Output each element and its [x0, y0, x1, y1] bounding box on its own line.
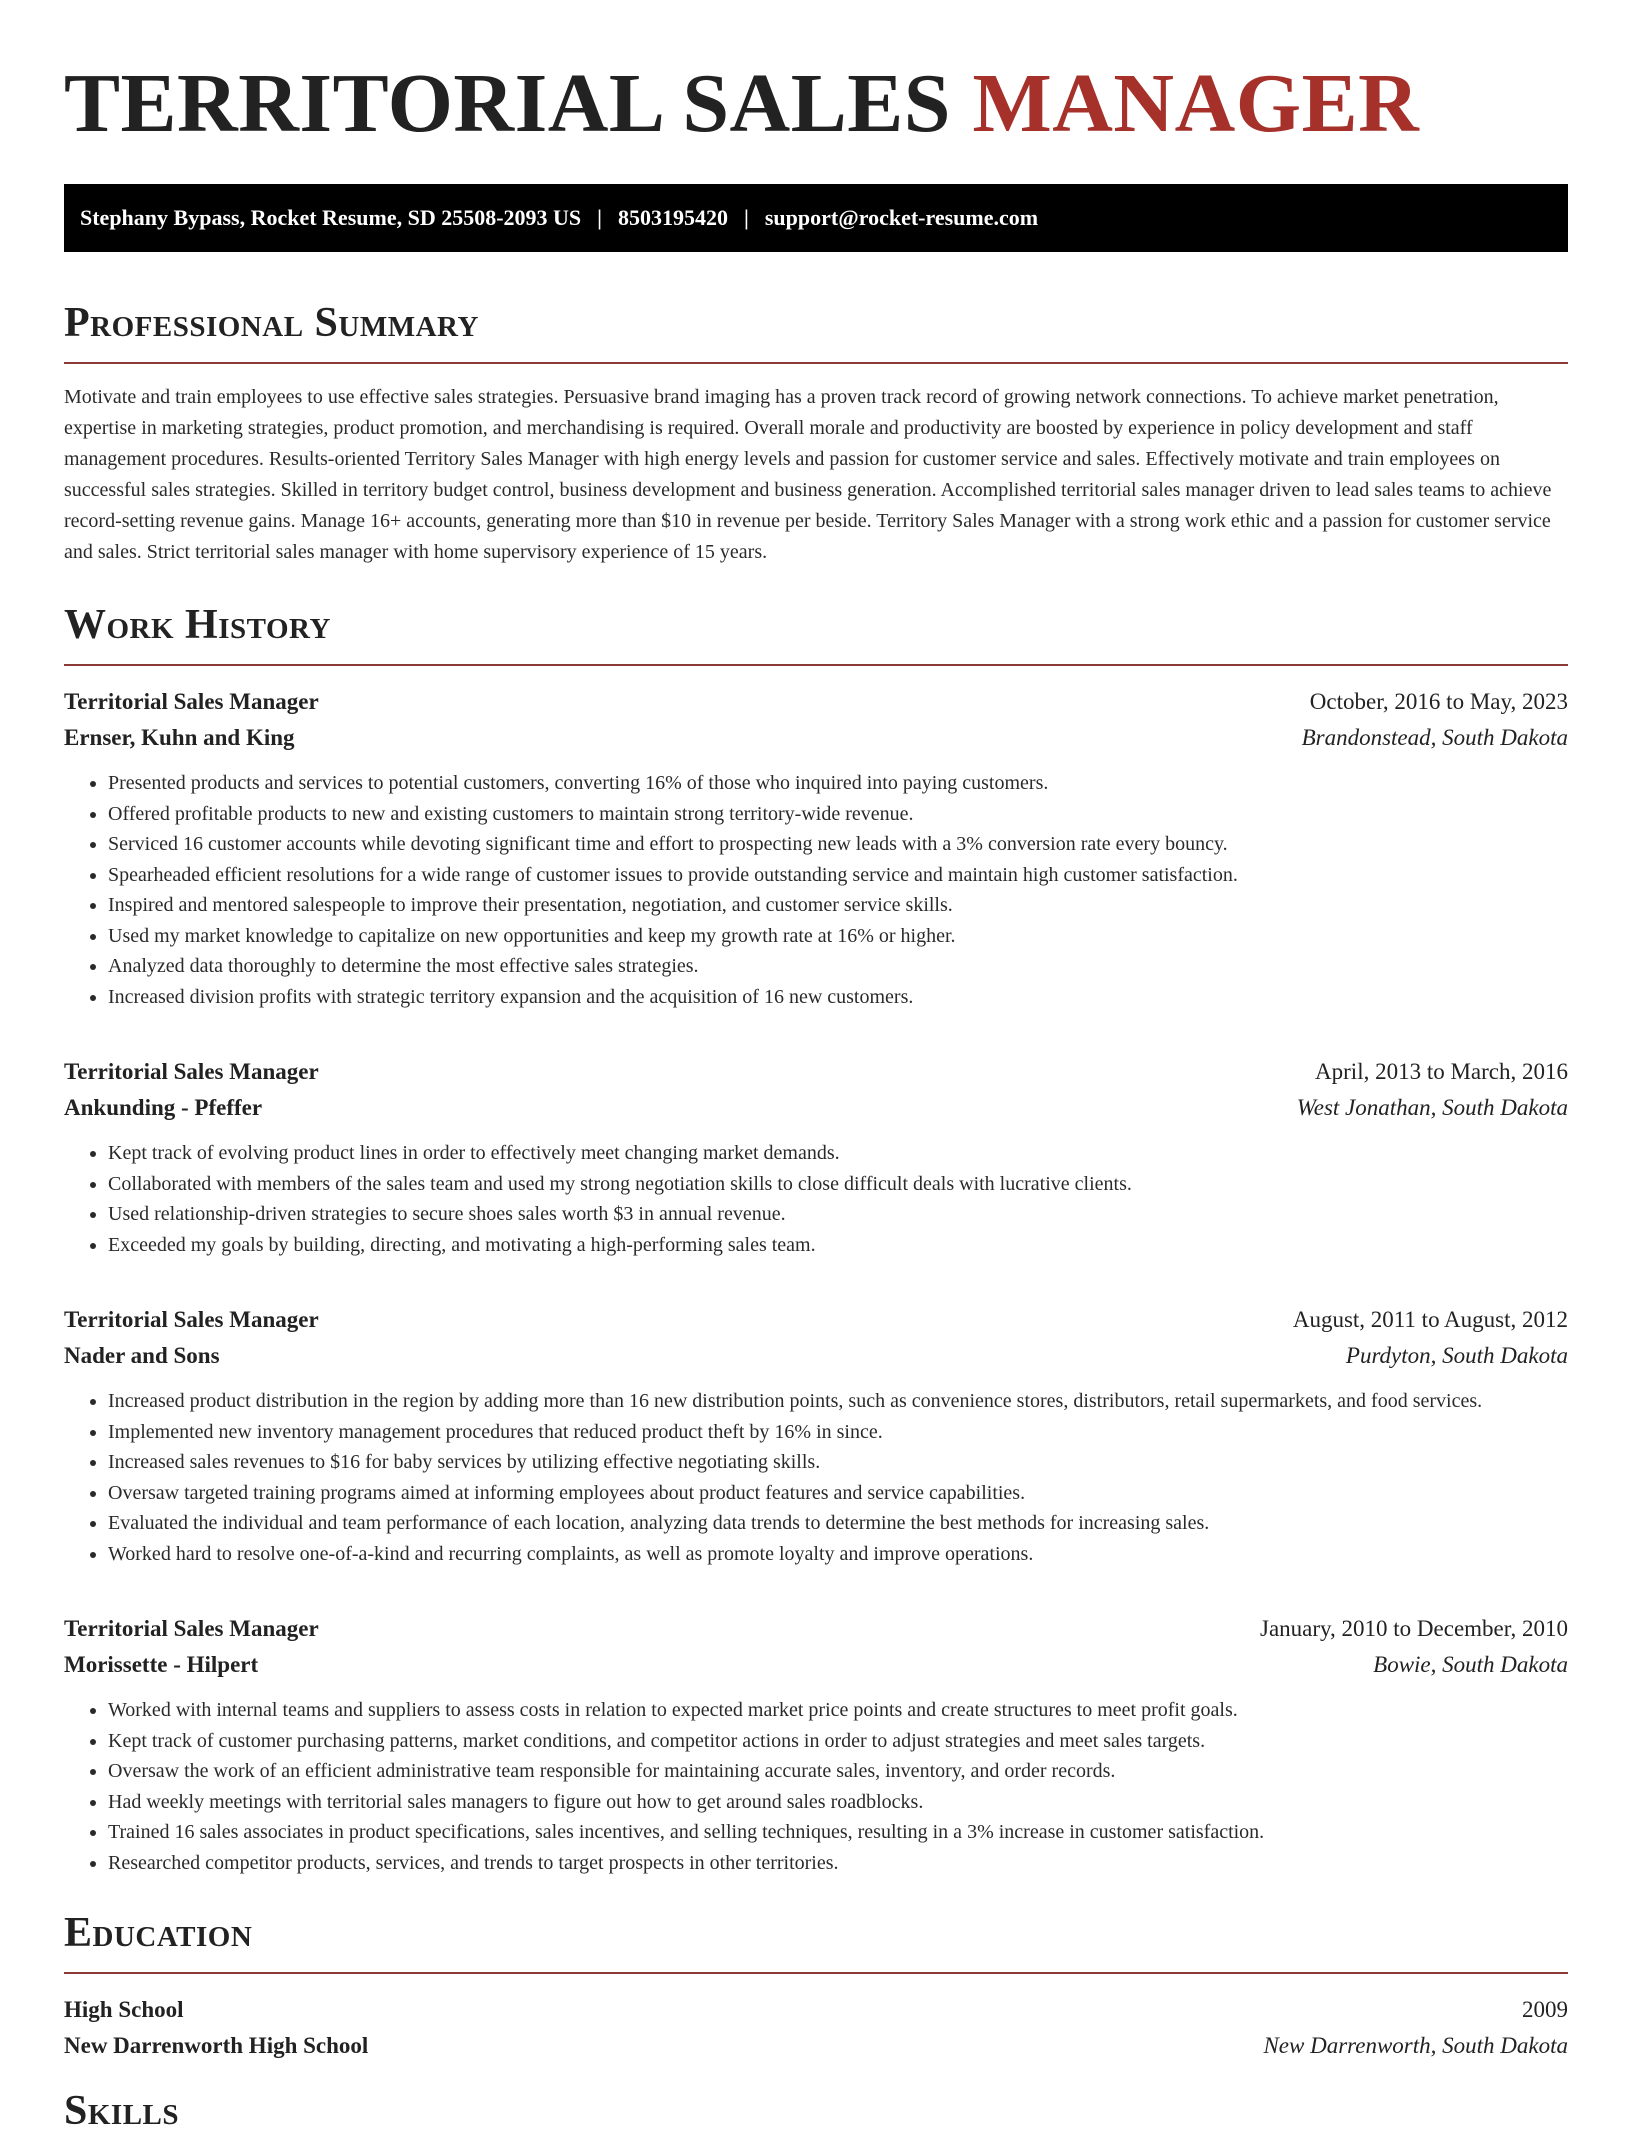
job-employer-row	[64, 720, 1568, 756]
education-school-row	[64, 2028, 1568, 2064]
contact-separator: |	[597, 205, 603, 230]
job-employer: Morissette - Hilpert	[64, 1652, 259, 1677]
job-title: Territorial Sales Manager	[64, 1307, 319, 1332]
summary-text: Motivate and train employees to use effective sales strategies. Persuasive brand imaging has a proven track record of growing network connections. To achieve market penetration, expertise in marketing strategies, product promotion, and merchandising is required. Overall morale and productivity are boosted by experience in policy development and staff management procedures. Results-oriented Territory Sales Manager with high energy levels and passion for customer service and sales. Effectively motivate and train employees on successful sales strategies. Skilled in territory budget control, business development and business generation. Accomplished territorial sales manager driven to lead sales teams to achieve record-setting revenue gains. Manage 16+ accounts, generating more than $10 in revenue per beside. Territory Sales Manager with a strong work ethic and a passion for customer service and sales. Strict territorial sales manager with home supervisory experience of 15 years.	[64, 386, 1552, 563]
contact-email: support@rocket-resume.com	[764, 205, 1039, 230]
job-dates: October, 2016 to May, 2023	[1309, 689, 1568, 714]
job-dates: January, 2010 to December, 2010	[1260, 1616, 1568, 1641]
job-bullet: • Had weekly meetings with territorial sales managers to figure out how to get around sales roadblocks.	[108, 1787, 1568, 1818]
section-divider	[64, 664, 1568, 666]
job-header-row	[64, 1302, 1568, 1338]
section-heading-education: Education	[64, 1910, 253, 1956]
education-school: New Darrenworth High School	[64, 2033, 369, 2058]
jobs-list	[64, 684, 1568, 1878]
job-bullet: • Used my market knowledge to capitalize on new opportunities and keep my growth rate at 16% or higher.	[108, 921, 1568, 952]
contact-bar	[64, 184, 1568, 252]
job-bullet: • Oversaw the work of an efficient administrative team responsible for maintaining accurate sales, inventory, and order records.	[108, 1756, 1568, 1787]
education-section	[64, 1908, 1568, 2064]
job-bullet: • Offered profitable products to new and existing customers to maintain strong territory-wide revenue.	[108, 799, 1568, 830]
job-employer: Nader and Sons	[64, 1343, 220, 1368]
job-employer: Ernser, Kuhn and King	[64, 725, 295, 750]
job-bullet: • Collaborated with members of the sales team and used my strong negotiation skills to close difficult deals with lucrative clients.	[108, 1169, 1568, 1200]
job-employer-row	[64, 1647, 1568, 1683]
job-title: Territorial Sales Manager	[64, 1059, 319, 1084]
job-location: Bowie, South Dakota	[1373, 1652, 1568, 1677]
skills-section	[64, 2086, 1568, 2136]
job-bullet: • Worked with internal teams and suppliers to assess costs in relation to expected market price points and create structures to meet profit goals.	[108, 1695, 1568, 1726]
education-header-row	[64, 1992, 1568, 2028]
education-entry	[64, 1992, 1568, 2064]
job-bullet: • Analyzed data thoroughly to determine the most effective sales strategies.	[108, 951, 1568, 982]
job-header-row	[64, 1054, 1568, 1090]
contact-separator: |	[744, 205, 749, 230]
section-divider	[64, 362, 1568, 364]
title-accent: MANAGER	[972, 57, 1420, 150]
job-entry	[64, 684, 1568, 1012]
job-bullet: • Exceeded my goals by building, directing, and motivating a high-performing sales team.	[108, 1230, 1568, 1261]
job-entry	[64, 1302, 1568, 1569]
job-bullet: • Presented products and services to potential customers, converting 16% of those who inquired into paying customers.	[108, 768, 1568, 799]
contact-address: Stephany Bypass, Rocket Resume, SD 25508-2093 US	[80, 205, 582, 230]
job-bullet: • Kept track of evolving product lines in order to effectively meet changing market demands.	[108, 1138, 1568, 1169]
work-history-section	[64, 600, 1568, 1878]
job-bullet: • Increased product distribution in the region by adding more than 16 new distribution points, such as convenience stores, distributors, retail supermarkets, and food services.	[108, 1386, 1568, 1417]
title-main: TERRITORIAL SALES	[64, 57, 973, 150]
job-dates: August, 2011 to August, 2012	[1292, 1307, 1568, 1332]
job-bullets	[64, 768, 1568, 1012]
job-bullets	[64, 1138, 1568, 1260]
job-employer-row	[64, 1090, 1568, 1126]
job-entry	[64, 1054, 1568, 1260]
professional-summary-section	[64, 298, 1568, 568]
job-entry	[64, 1611, 1568, 1878]
resume-title	[64, 0, 1568, 152]
job-bullet: • Worked hard to resolve one-of-a-kind and recurring complaints, as well as promote loyalty and improve operations.	[108, 1539, 1568, 1570]
education-list	[64, 1992, 1568, 2064]
job-bullet: • Inspired and mentored salespeople to improve their presentation, negotiation, and customer service skills.	[108, 890, 1568, 921]
job-header-row	[64, 684, 1568, 720]
job-bullets	[64, 1695, 1568, 1878]
section-heading-work: Work History	[64, 602, 331, 648]
contact-phone: 8503195420	[618, 205, 729, 230]
education-location: New Darrenworth, South Dakota	[1263, 2033, 1568, 2058]
education-degree: High School	[64, 1997, 184, 2022]
job-bullet: • Used relationship-driven strategies to secure shoes sales worth $3 in annual revenue.	[108, 1199, 1568, 1230]
job-bullet: • Implemented new inventory management procedures that reduced product theft by 16% in since.	[108, 1417, 1568, 1448]
job-bullets	[64, 1386, 1568, 1569]
job-bullet: • Serviced 16 customer accounts while devoting significant time and effort to prospecting new leads with a 3% conversion rate every bouncy.	[108, 829, 1568, 860]
job-bullet: • Oversaw targeted training programs aimed at informing employees about product features and service capabilities.	[108, 1478, 1568, 1509]
education-year: 2009	[1522, 1997, 1568, 2022]
job-dates: April, 2013 to March, 2016	[1315, 1059, 1568, 1084]
job-bullet: • Spearheaded efficient resolutions for a wide range of customer issues to provide outstanding service and maintain high customer satisfaction.	[108, 860, 1568, 891]
section-heading-skills: Skills	[64, 2088, 180, 2134]
job-bullet: • Evaluated the individual and team performance of each location, analyzing data trends to determine the best methods for increasing sales.	[108, 1508, 1568, 1539]
job-title: Territorial Sales Manager	[64, 1616, 319, 1641]
job-employer-row	[64, 1338, 1568, 1374]
job-employer: Ankunding - Pfeffer	[64, 1095, 263, 1120]
job-bullet: • Trained 16 sales associates in product specifications, sales incentives, and selling techniques, resulting in a 3% increase in customer satisfaction.	[108, 1817, 1568, 1848]
job-location: Brandonstead, South Dakota	[1301, 725, 1568, 750]
job-bullet: • Increased division profits with strategic territory expansion and the acquisition of 16 new customers.	[108, 982, 1568, 1013]
section-heading-summary: Professional Summary	[64, 300, 479, 346]
job-bullet: • Increased sales revenues to $16 for baby services by utilizing effective negotiating skills.	[108, 1447, 1568, 1478]
job-title: Territorial Sales Manager	[64, 689, 319, 714]
job-bullet: • Researched competitor products, services, and trends to target prospects in other territories.	[108, 1848, 1568, 1879]
job-location: Purdyton, South Dakota	[1345, 1343, 1568, 1368]
job-location: West Jonathan, South Dakota	[1296, 1095, 1568, 1120]
job-header-row	[64, 1611, 1568, 1647]
job-bullet: • Kept track of customer purchasing patterns, market conditions, and competitor actions in order to adjust strategies and meet sales targets.	[108, 1726, 1568, 1757]
section-divider	[64, 1972, 1568, 1974]
